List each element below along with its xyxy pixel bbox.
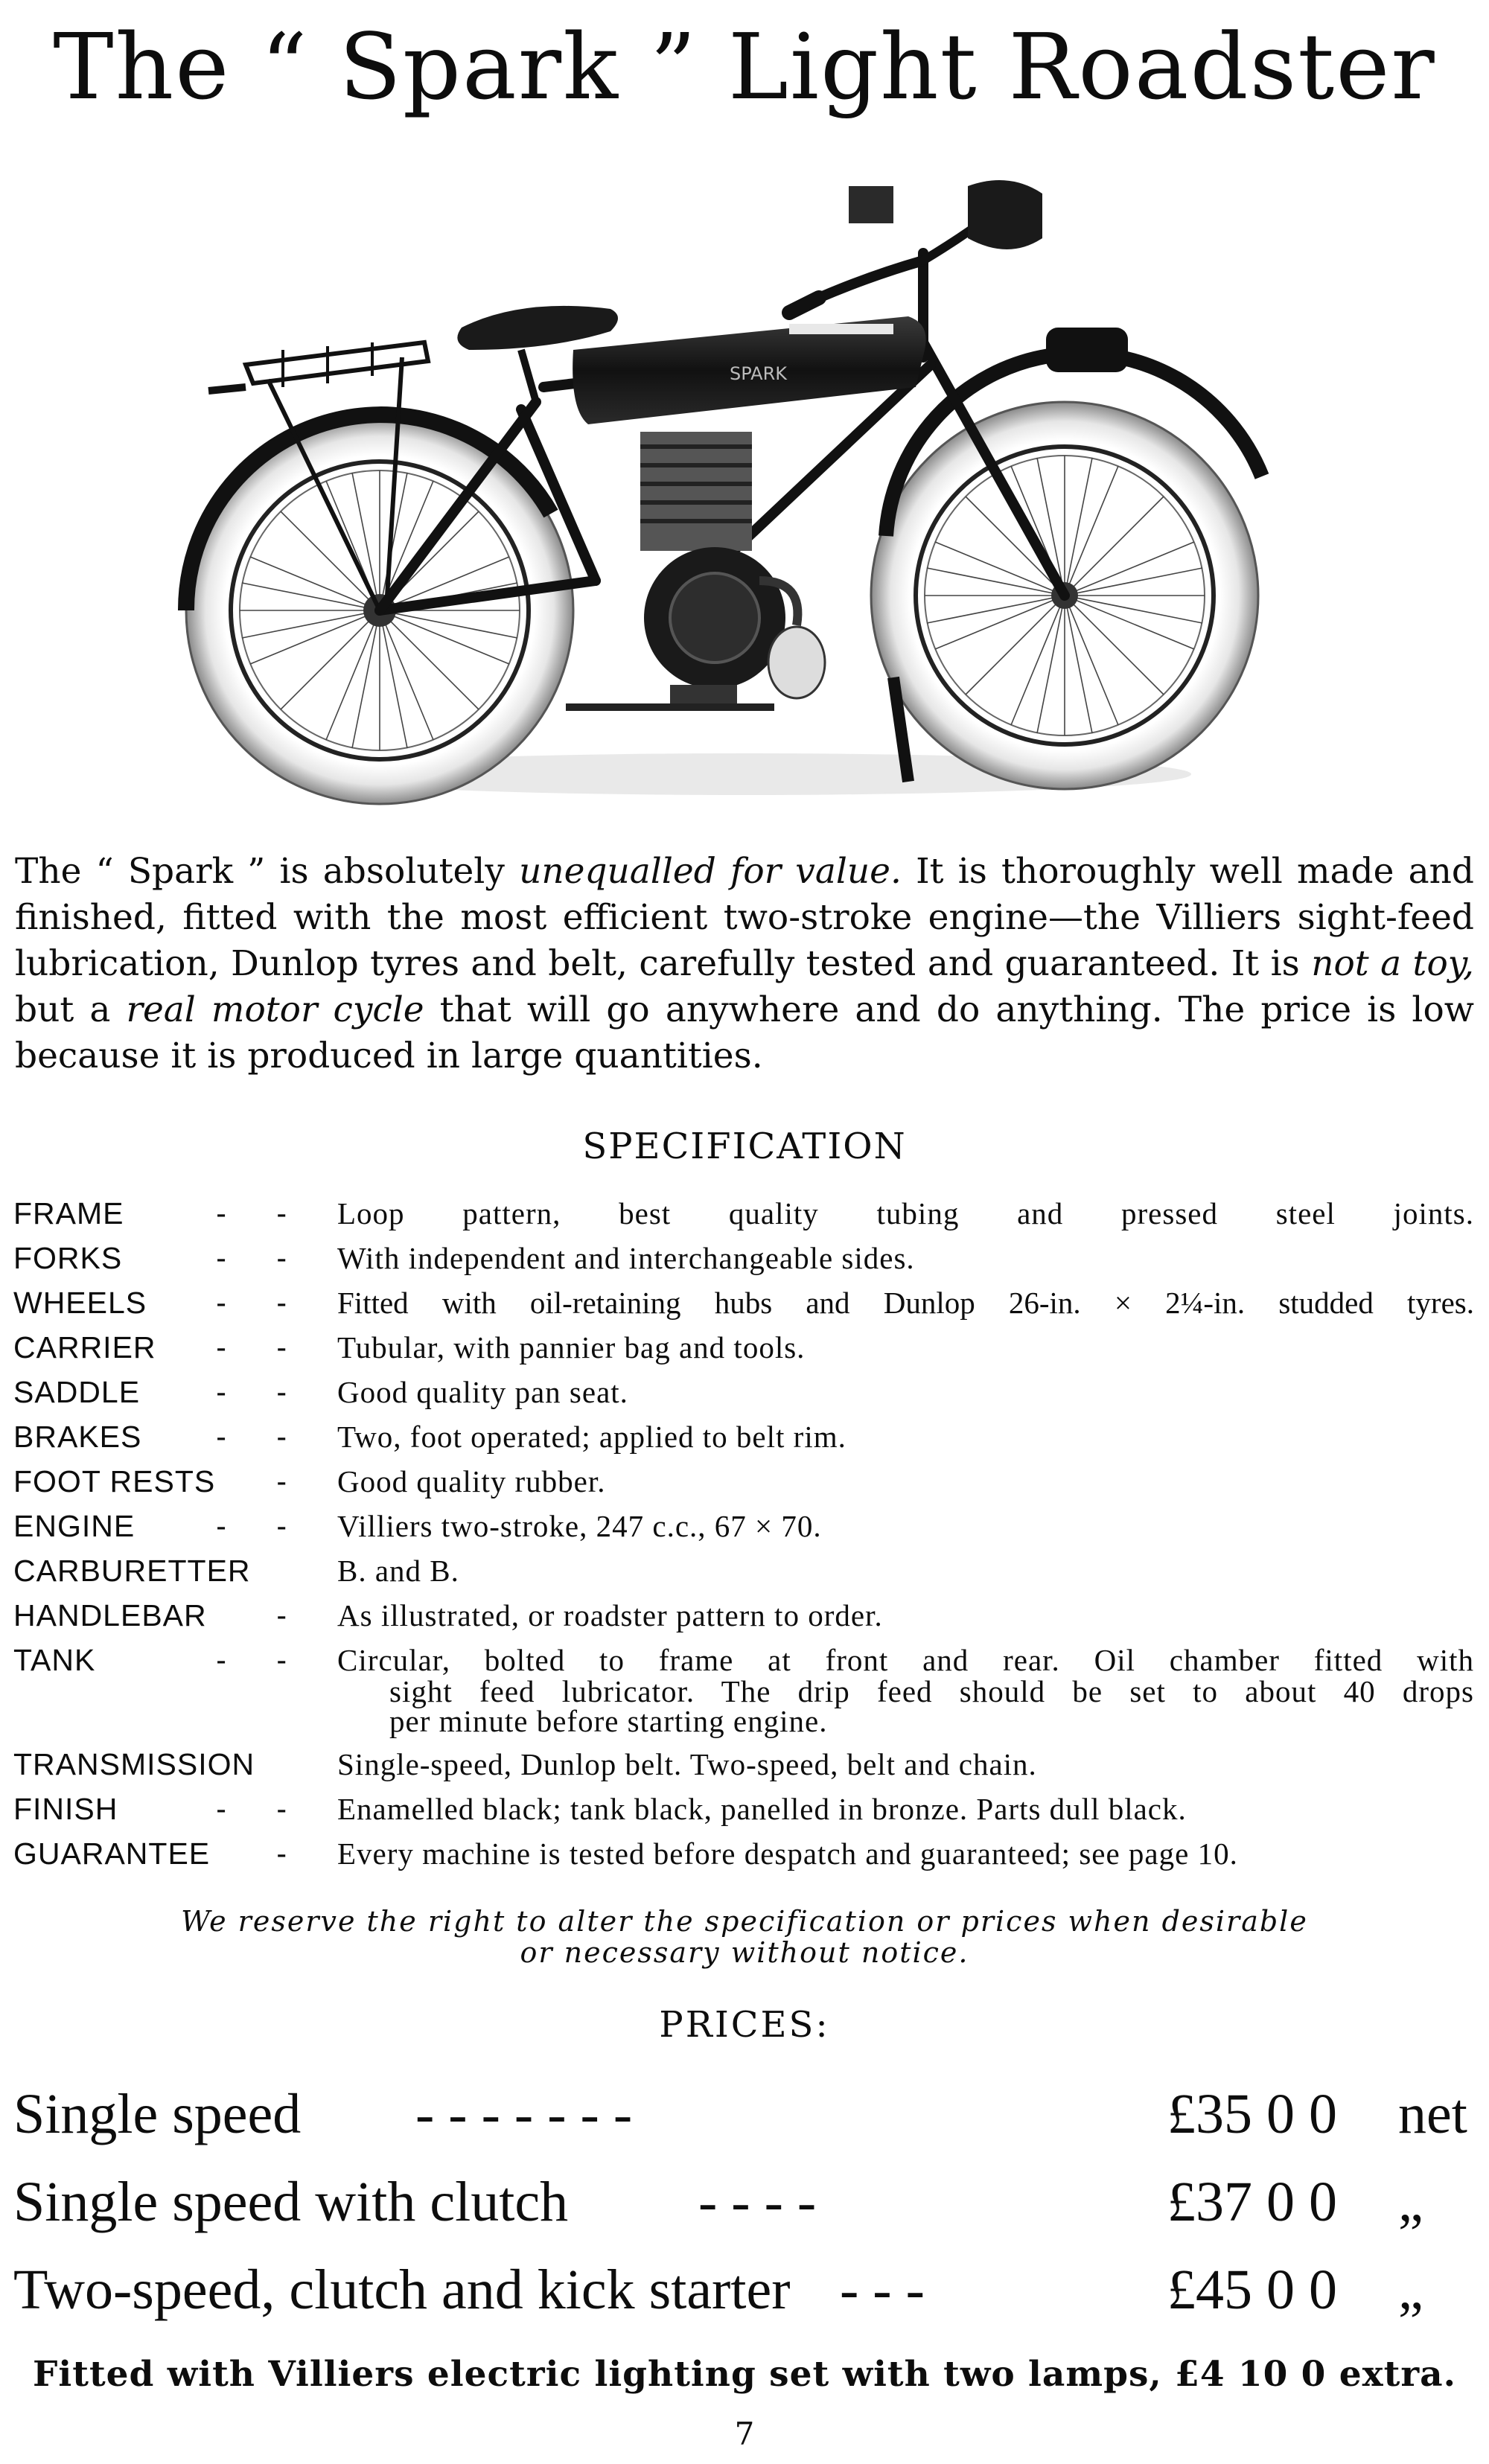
page-title: The “ Spark ” Light Roadster xyxy=(53,14,1436,120)
spec-label: GUARANTEE xyxy=(13,1836,211,1871)
spec-value: Enamelled black; tank black, panelled in bronze. Parts dull black. xyxy=(337,1792,1187,1826)
spec-label: SADDLE xyxy=(13,1375,141,1409)
spec-row-brakes: BRAKES - - Two, foot operated; applied to belt rim. xyxy=(13,1414,1474,1459)
spec-row-foot-rests: FOOT RESTS - Good quality rubber. xyxy=(13,1459,1474,1504)
spec-label: CARBURETTER xyxy=(13,1554,251,1588)
tank-lettering: SPARK xyxy=(730,363,788,384)
spec-row-engine: ENGINE - - Villiers two-stroke, 247 c.c., 67 × 70. xyxy=(13,1504,1474,1548)
spec-row-wheels: WHEELS - - Fitted with oil-retaining hubs and Dunlop 26-in. × 2¼-in. studded tyres. xyxy=(13,1280,1474,1325)
price-item-name: Single speed with clutch xyxy=(13,2171,569,2233)
spec-value: Circular, bolted to frame at front and rear. Oil chamber fitted with sight feed lubricator. The drip feed should be set to about 40 drops per minute before starting engine. xyxy=(337,1643,1474,1738)
spec-value: B. and B. xyxy=(337,1554,459,1588)
spec-row-handlebar: HANDLEBAR - As illustrated, or roadster pattern to order. xyxy=(13,1593,1474,1638)
spec-value: Good quality pan seat. xyxy=(337,1375,628,1409)
spec-label: HANDLEBAR xyxy=(13,1598,207,1632)
fuel-tank xyxy=(573,316,926,424)
spec-label: FORKS xyxy=(13,1241,123,1275)
spec-row-forks: FORKS - - With independent and interchangeable sides. xyxy=(13,1236,1474,1280)
handlebar xyxy=(789,216,990,313)
spec-label: CARRIER xyxy=(13,1330,156,1365)
price-row-single-speed-clutch: Single speed with clutch - - - - £37 0 0 „ xyxy=(13,2165,1473,2239)
spec-label: FINISH xyxy=(13,1792,118,1826)
spec-label: FRAME xyxy=(13,1196,124,1231)
spec-row-carrier: CARRIER - - Tubular, with pannier bag and tools. xyxy=(13,1325,1474,1370)
spec-label: TRANSMISSION xyxy=(13,1747,255,1781)
spec-row-frame: FRAME - - Loop pattern, best quality tubing and pressed steel joints. xyxy=(13,1191,1474,1236)
price-amount: £45 0 0 xyxy=(1167,2259,1337,2321)
specification-table xyxy=(13,1191,1474,1876)
specification-heading: SPECIFICATION xyxy=(582,1126,907,1167)
price-row-two-speed: Two-speed, clutch and kick starter - - - £45 0 0 „ xyxy=(13,2253,1473,2327)
spec-value: Tubular, with pannier bag and tools. xyxy=(337,1330,806,1365)
spec-value: Villiers two-stroke, 247 c.c., 67 × 70. xyxy=(337,1509,822,1543)
notice-text: We reserve the right to alter the specification or prices when desirable or necessary without notice. xyxy=(181,1905,1308,1969)
spec-row-saddle: SADDLE - - Good quality pan seat. xyxy=(13,1370,1474,1414)
spec-row-tank: TANK - - Circular, bolted to frame at front and rear. Oil chamber fitted with sight feed lubricator. The drip feed should be set to about 40 drops per minute before starting engine. xyxy=(13,1638,1474,1742)
lighting-note: Fitted with Villiers electric lighting set with two lamps, £4 10 0 extra. xyxy=(33,2354,1456,2395)
spec-row-transmission xyxy=(13,1742,1474,1787)
intro-paragraph: The “ Spark ” is absolutely unequalled for value. It is thoroughly well made and finished, fitted with the most efficient two-stroke engine—the Villiers sight-feed lubrication, Dunlop tyres and belt, carefully tested and guaranteed. It is not a toy, but a real motor cycle that will go anywhere and do anything. The price is low because it is produced in large quantities. xyxy=(15,851,1474,1076)
price-item-name: Two-speed, clutch and kick starter xyxy=(13,2259,791,2321)
spec-value: Single-speed, Dunlop belt. Two-speed, belt and chain. xyxy=(337,1747,1037,1781)
spec-label: WHEELS xyxy=(13,1286,147,1320)
motorcycle-illustration xyxy=(134,164,1355,819)
price-amount: £37 0 0 xyxy=(1167,2171,1337,2233)
spec-value: Two, foot operated; applied to belt rim. xyxy=(337,1420,846,1454)
spec-value: Loop pattern, best quality tubing and pressed steel joints. xyxy=(337,1196,1474,1231)
spec-value: With independent and interchangeable sides. xyxy=(337,1241,915,1275)
front-wheel xyxy=(871,328,1262,789)
spec-label: FOOT RESTS xyxy=(13,1464,216,1498)
headlamp xyxy=(849,180,1042,249)
spec-value: Every machine is tested before despatch and guaranteed; see page 10. xyxy=(337,1836,1238,1871)
prices-heading: PRICES: xyxy=(659,2004,830,2046)
spec-row-guarantee: GUARANTEE - Every machine is tested before despatch and guaranteed; see page 10. xyxy=(13,1831,1474,1876)
price-amount: £35 0 0 xyxy=(1167,2083,1337,2145)
spec-label: ENGINE xyxy=(13,1509,135,1543)
spec-row-carburetter xyxy=(13,1548,1474,1593)
spec-label: TANK xyxy=(13,1643,96,1677)
spec-row-finish: FINISH - - Enamelled black; tank black, panelled in bronze. Parts dull black. xyxy=(13,1787,1474,1831)
spec-label: BRAKES xyxy=(13,1420,142,1454)
engine xyxy=(640,432,825,711)
spec-value: As illustrated, or roadster pattern to order. xyxy=(337,1598,883,1632)
spec-value: Good quality rubber. xyxy=(337,1464,606,1498)
price-item-name: Single speed xyxy=(13,2083,302,2145)
page-number: 7 xyxy=(734,2416,755,2452)
price-row-single-speed: Single speed - - - - - - - £35 0 0 net xyxy=(13,2077,1473,2151)
spec-value: Fitted with oil-retaining hubs and Dunlop 26-in. × 2¼-in. studded tyres. xyxy=(337,1286,1474,1320)
